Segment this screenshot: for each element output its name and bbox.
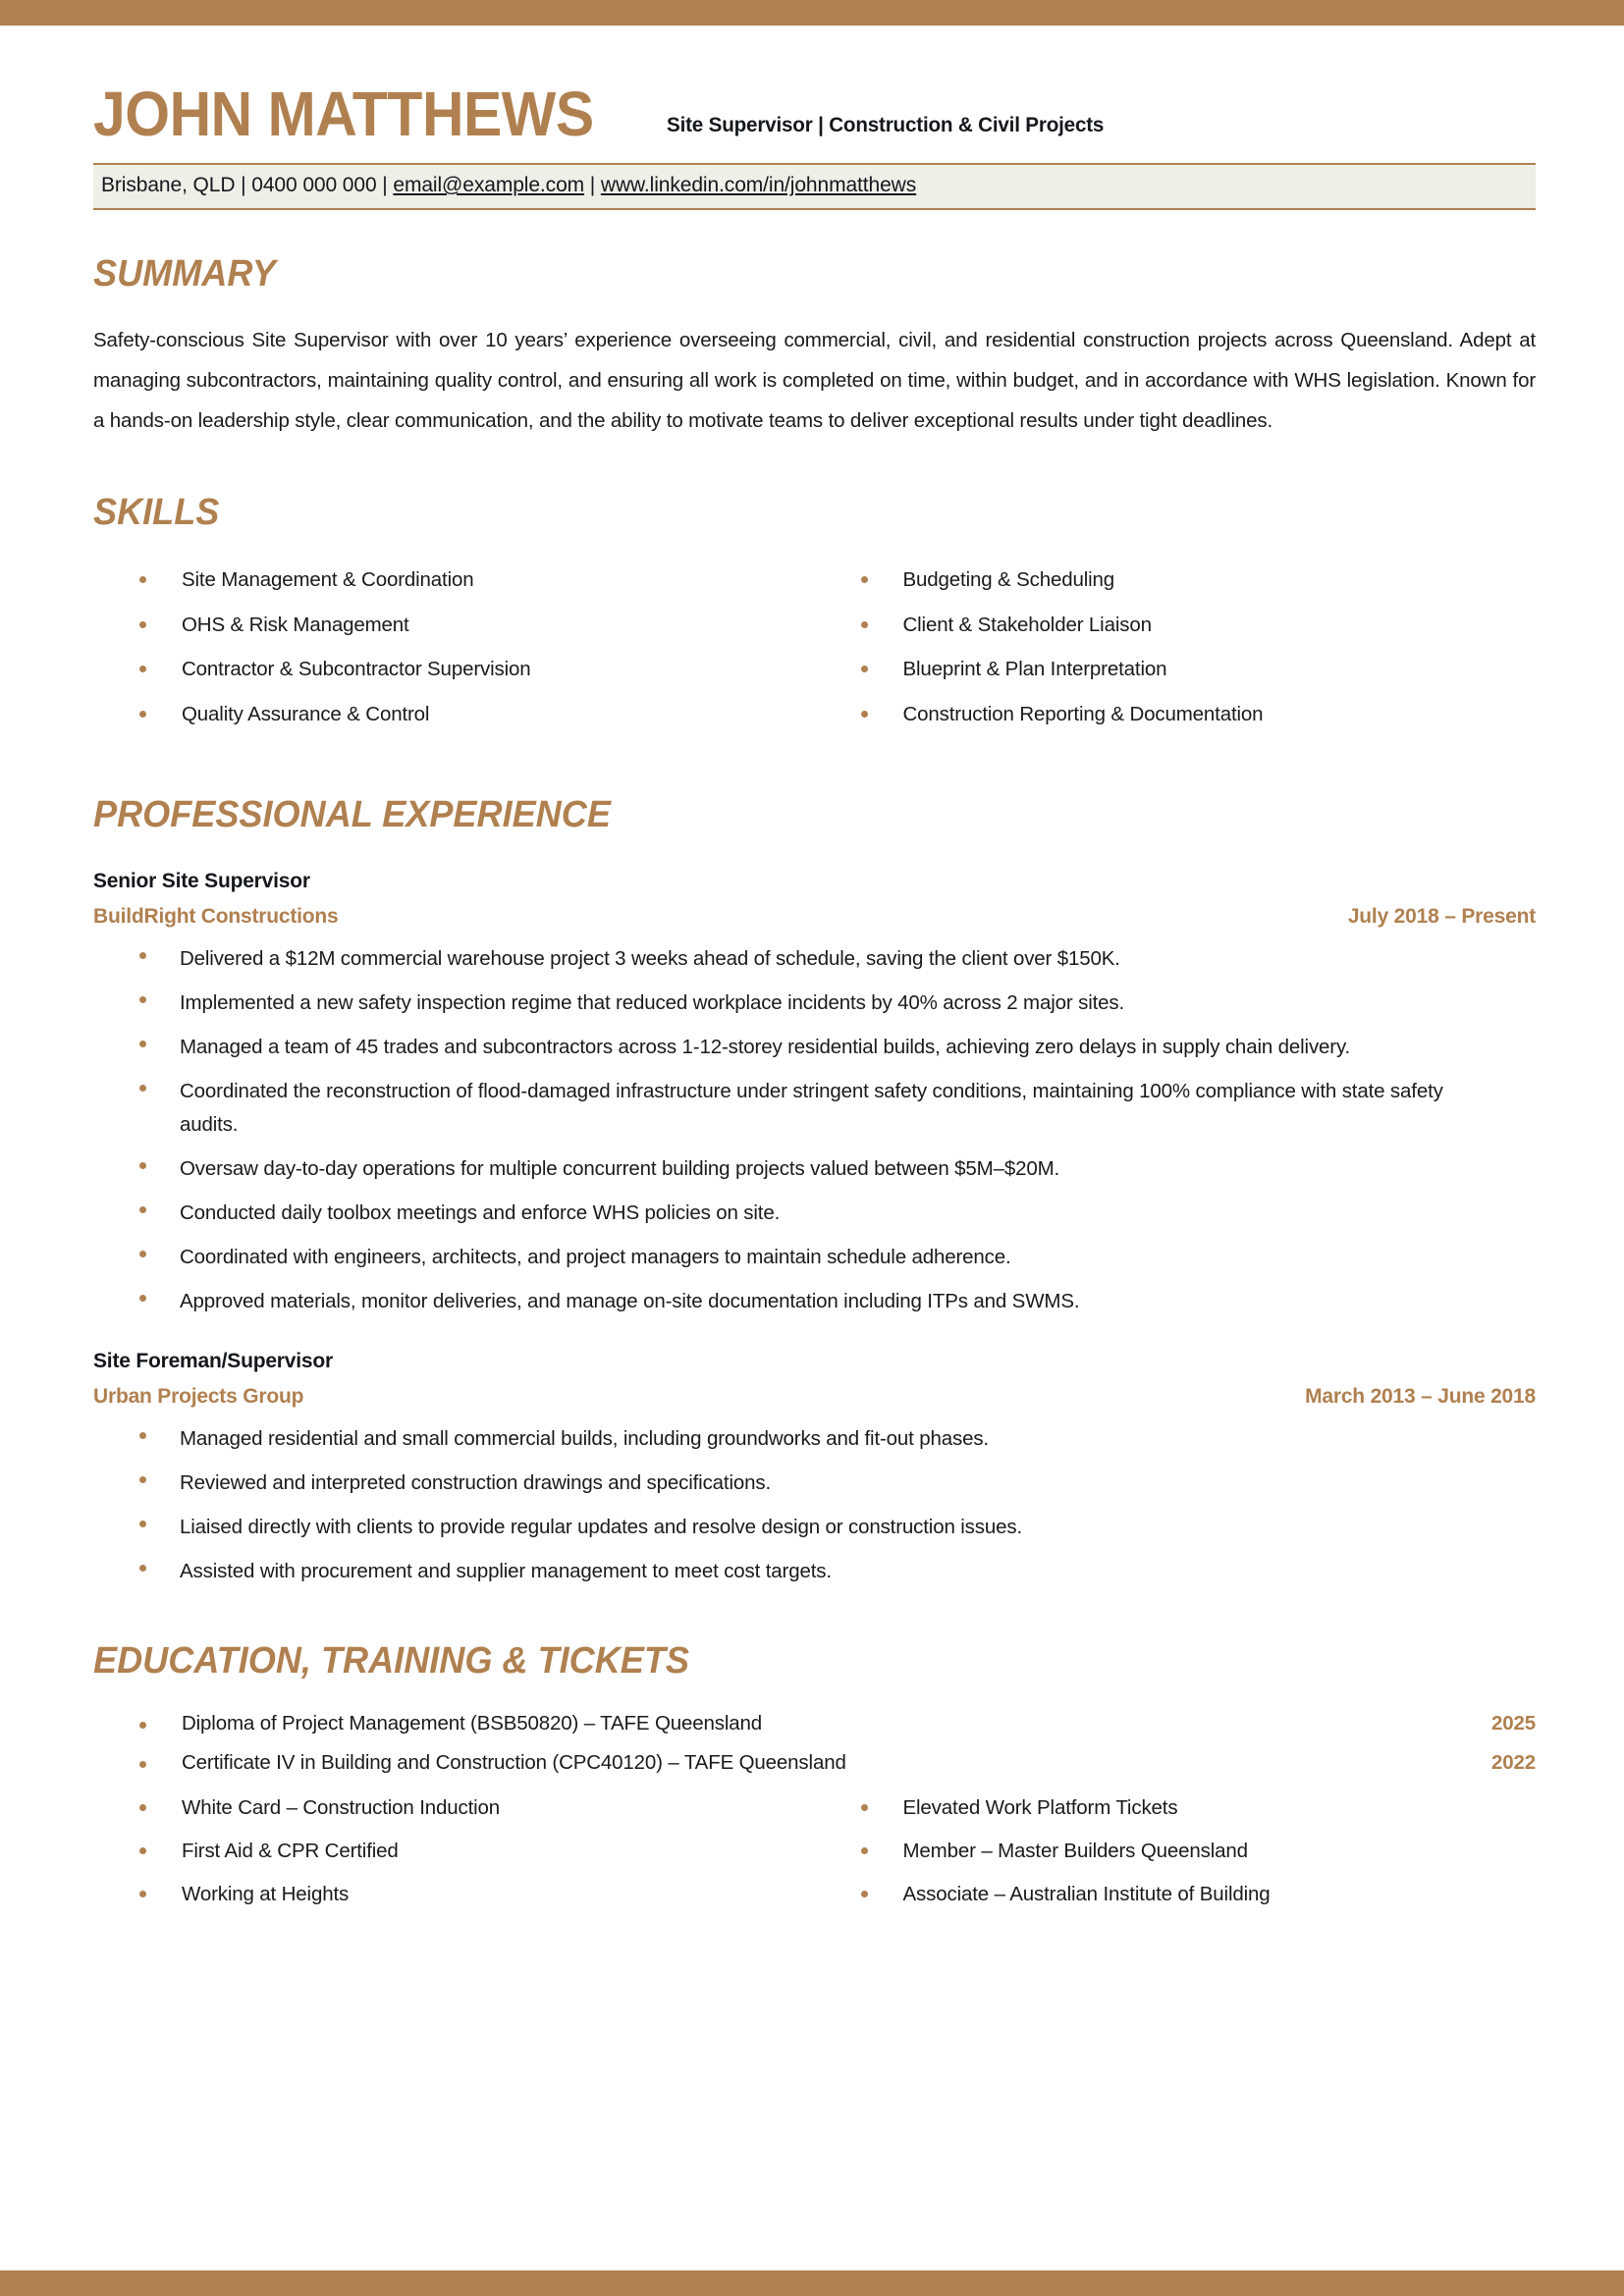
page-title: JOHN MATTHEWS — [93, 79, 594, 149]
skill-label: OHS & Risk Management — [182, 613, 409, 636]
qualification-year: 2025 — [1490, 1712, 1536, 1735]
bullet-dot-icon — [861, 621, 868, 628]
job-bullet-text: Assisted with procurement and supplier management to meet cost targets. — [180, 1560, 832, 1583]
job-role: Site Foreman/Supervisor — [93, 1349, 333, 1372]
section-heading-skills: SKILLS — [93, 492, 220, 533]
contact-sep-1: | — [235, 174, 252, 196]
qualification-label: Diploma of Project Management (BSB50820) – TAFE Queensland — [182, 1712, 763, 1735]
bullet-dot-icon — [139, 1761, 146, 1768]
skill-label: Quality Assurance & Control — [182, 703, 430, 726]
qualification-year: 2022 — [1490, 1751, 1536, 1775]
bullet-dot-icon — [139, 1295, 146, 1302]
skill-label: Blueprint & Plan Interpretation — [902, 658, 1167, 681]
header-tagline: Site Supervisor | Construction & Civil Projects — [667, 113, 1105, 136]
list-item — [93, 1069, 1536, 1146]
list-item — [815, 647, 1537, 692]
list-item — [815, 692, 1537, 737]
job-bullets — [93, 936, 1536, 1324]
list-item — [93, 1873, 815, 1916]
job-bullets — [93, 1416, 1536, 1594]
job-dates: March 2013 – June 2018 — [1305, 1384, 1536, 1408]
list-item — [93, 558, 815, 603]
bullet-dot-icon — [861, 711, 868, 718]
job-bullet-text: Approved materials, monitor deliveries, and manage on-site documentation including ITPs and SWMS. — [180, 1290, 1080, 1313]
contact-bar — [93, 163, 1536, 210]
list-item — [93, 1704, 1536, 1743]
job-bullet-text: Implemented a new safety inspection regime that reduced workplace incidents by 40% across 2 major sites. — [180, 990, 1125, 1014]
bullet-dot-icon — [139, 576, 146, 583]
skill-label: Construction Reporting & Documentation — [902, 703, 1264, 726]
job-bullet-text: Conducted daily toolbox meetings and enforce WHS policies on site. — [180, 1201, 781, 1224]
ticket-label: Working at Heights — [182, 1882, 350, 1905]
ticket-label: Associate – Australian Institute of Building — [902, 1882, 1271, 1905]
bullet-dot-icon — [139, 621, 146, 628]
job-bullet-text: Managed residential and small commercial builds, including groundworks and fit-out phases. — [180, 1426, 990, 1450]
bullet-dot-icon — [139, 1722, 146, 1729]
bullet-dot-icon — [139, 1206, 146, 1213]
list-item — [93, 1279, 1536, 1323]
job-meta — [93, 1385, 1536, 1409]
bullet-dot-icon — [139, 1565, 146, 1572]
bullet-dot-icon — [861, 1847, 868, 1854]
list-item — [815, 1787, 1537, 1830]
top-accent-bar — [0, 0, 1624, 26]
bullet-dot-icon — [139, 666, 146, 672]
bullet-dot-icon — [139, 1847, 146, 1854]
education-qualifications — [93, 1704, 1536, 1783]
list-item — [93, 1505, 1536, 1549]
bullet-dot-icon — [139, 1251, 146, 1257]
bullet-dot-icon — [861, 1891, 868, 1897]
bullet-dot-icon — [139, 1085, 146, 1092]
job-bullet-text: Oversaw day-to-day operations for multiple concurrent building projects valued between $5M–$20M. — [180, 1156, 1060, 1180]
list-item — [93, 1743, 1536, 1783]
resume-header — [93, 26, 1536, 149]
bullet-dot-icon — [139, 1521, 146, 1527]
experience-entry — [93, 870, 1536, 1324]
skills-grid — [93, 558, 1536, 737]
job-bullet-text: Managed a team of 45 trades and subcontractors across 1-12-storey residential builds, achieving zero delays in supply chain delivery. — [180, 1036, 1351, 1059]
summary-paragraph: Safety-conscious Site Supervisor with over 10 years’ experience overseeing commercial, civil, and residential construction projects across Queensland. Adept at managing subcontractors, maintaining quality control, and ensuring all work is completed on time, within budget, and in accordance with WHS legislation. Known for a hands-on leadership style, clear communication, and the ability to motivate teams to deliver exceptional results under tight deadlines. — [93, 329, 1536, 432]
tickets-grid — [93, 1787, 1536, 1915]
ticket-label: White Card – Construction Induction — [182, 1796, 501, 1820]
bullet-dot-icon — [861, 576, 868, 583]
section-heading-education: EDUCATION, TRAINING & TICKETS — [93, 1640, 690, 1682]
list-item — [93, 936, 1536, 981]
job-bullet-text: Delivered a $12M commercial warehouse project 3 weeks ahead of schedule, saving the client over $150K. — [180, 946, 1120, 970]
list-item — [815, 603, 1537, 648]
list-item — [93, 1025, 1536, 1069]
skill-label: Site Management & Coordination — [182, 568, 474, 591]
bottom-accent-bar — [0, 2270, 1624, 2296]
list-item — [93, 1461, 1536, 1505]
qualification-label: Certificate IV in Building and Construction (CPC40120) – TAFE Queensland — [182, 1751, 846, 1775]
list-item — [93, 603, 815, 648]
list-item — [815, 1873, 1537, 1916]
list-item — [93, 1830, 815, 1873]
contact-email-link[interactable]: email@example.com — [393, 174, 585, 196]
resume-content — [0, 26, 1624, 2270]
job-bullet-text: Coordinated with engineers, architects, and project managers to maintain schedule adherence. — [180, 1246, 1011, 1269]
job-meta — [93, 905, 1536, 929]
list-item — [93, 1787, 815, 1830]
bullet-dot-icon — [139, 1162, 146, 1169]
ticket-label: Elevated Work Platform Tickets — [902, 1796, 1178, 1820]
bullet-dot-icon — [861, 666, 868, 672]
list-item — [93, 1235, 1536, 1279]
bullet-dot-icon — [139, 1041, 146, 1047]
contact-sep-2: | — [376, 174, 394, 196]
bullet-dot-icon — [139, 1891, 146, 1897]
list-item — [93, 1549, 1536, 1593]
contact-phone: 0400 000 000 — [251, 174, 377, 196]
list-item — [93, 647, 815, 692]
bullet-dot-icon — [139, 1804, 146, 1811]
list-item — [93, 981, 1536, 1025]
bullet-dot-icon — [139, 1476, 146, 1483]
list-item — [93, 692, 815, 737]
section-heading-experience: PROFESSIONAL EXPERIENCE — [93, 793, 611, 835]
list-item — [815, 558, 1537, 603]
job-dates: July 2018 – Present — [1347, 904, 1536, 928]
contact-sep-3: | — [584, 174, 601, 196]
skill-label: Client & Stakeholder Liaison — [902, 613, 1152, 636]
list-item — [815, 1830, 1537, 1873]
job-company: BuildRight Constructions — [93, 904, 339, 928]
skill-label: Budgeting & Scheduling — [902, 568, 1115, 591]
bullet-dot-icon — [139, 952, 146, 959]
list-item — [93, 1416, 1536, 1461]
contact-location: Brisbane, QLD — [101, 174, 236, 196]
job-bullet-text: Liaised directly with clients to provide regular updates and resolve design or construction issues. — [180, 1515, 1023, 1538]
skill-label: Contractor & Subcontractor Supervision — [182, 658, 531, 681]
section-heading-summary: SUMMARY — [93, 253, 276, 294]
ticket-label: First Aid & CPR Certified — [182, 1840, 399, 1862]
list-item — [93, 1191, 1536, 1235]
bullet-dot-icon — [861, 1804, 868, 1811]
bullet-dot-icon — [139, 1432, 146, 1439]
contact-linkedin-link[interactable]: www.linkedin.com/in/johnmatthews — [600, 174, 917, 196]
bullet-dot-icon — [139, 996, 146, 1003]
job-role: Senior Site Supervisor — [93, 869, 310, 892]
job-bullet-text: Coordinated the reconstruction of flood-damaged infrastructure under stringent safety conditions, maintaining 100% compliance with state safety audits. — [180, 1080, 1443, 1136]
experience-entry — [93, 1350, 1536, 1594]
bullet-dot-icon — [139, 711, 146, 718]
job-bullet-text: Reviewed and interpreted construction drawings and specifications. — [180, 1470, 772, 1494]
ticket-label: Member – Master Builders Queensland — [902, 1840, 1248, 1862]
list-item — [93, 1147, 1536, 1191]
job-company: Urban Projects Group — [93, 1384, 304, 1408]
